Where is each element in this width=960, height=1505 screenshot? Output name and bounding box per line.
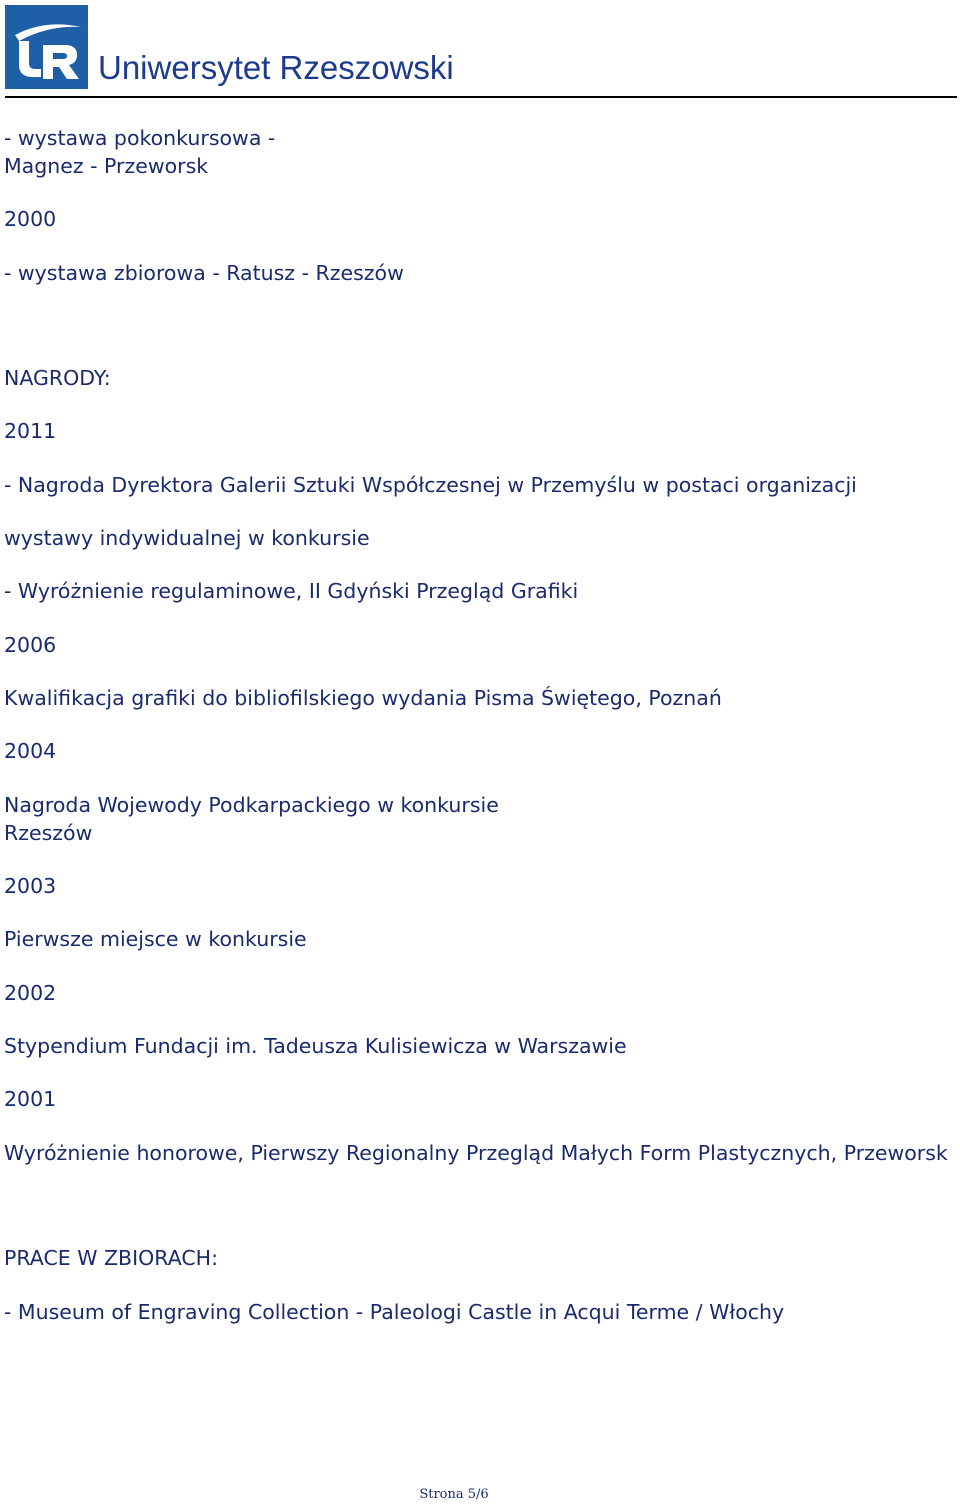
text-line: Magnez - Przeworsk	[4, 154, 209, 178]
text-line: Wyróżnienie honorowe, Pierwszy Regionalny Przegląd Małych Form Plastycznych, Przeworsk	[4, 1141, 948, 1165]
text-line: - Wyróżnienie regulaminowe, II Gdyński Przegląd Grafiki	[4, 579, 579, 603]
text-line: Kwalifikacja grafiki do bibliofilskiego wydania Pisma Świętego, Poznań	[4, 686, 722, 710]
text-line: Rzeszów	[4, 821, 93, 845]
page-number: Strona 5/6	[419, 1487, 489, 1502]
text-line: Nagroda Wojewody Podkarpackiego w konkursie	[4, 793, 499, 817]
year-heading: 2004	[4, 739, 57, 763]
university-logo	[5, 5, 88, 89]
section-heading-collections: PRACE W ZBIORACH:	[4, 1246, 219, 1270]
year-heading: 2006	[4, 633, 57, 657]
page-header	[0, 0, 960, 100]
text-line: - wystawa pokonkursowa -	[4, 126, 276, 150]
year-heading: 2003	[4, 874, 57, 898]
header-divider	[5, 96, 957, 98]
year-heading: 2000	[4, 207, 57, 231]
year-heading: 2002	[4, 981, 57, 1005]
text-line: - Museum of Engraving Collection - Paleologi Castle in Acqui Terme / Włochy	[4, 1300, 785, 1324]
text-line: - Nagroda Dyrektora Galerii Sztuki Współczesnej w Przemyślu w postaci organizacji	[4, 473, 857, 497]
text-line: - wystawa zbiorowa - Ratusz - Rzeszów	[4, 261, 404, 285]
site-title: Uniwersytet Rzeszowski	[98, 49, 454, 86]
year-heading: 2001	[4, 1087, 57, 1111]
text-line: wystawy indywidualnej w konkursie	[4, 526, 370, 550]
section-heading-awards: NAGRODY:	[4, 366, 111, 390]
text-line: Pierwsze miejsce w konkursie	[4, 927, 307, 951]
year-heading: 2011	[4, 419, 57, 443]
ur-logo-icon	[5, 5, 88, 89]
text-line: Stypendium Fundacji im. Tadeusza Kulisiewicza w Warszawie	[4, 1034, 627, 1058]
